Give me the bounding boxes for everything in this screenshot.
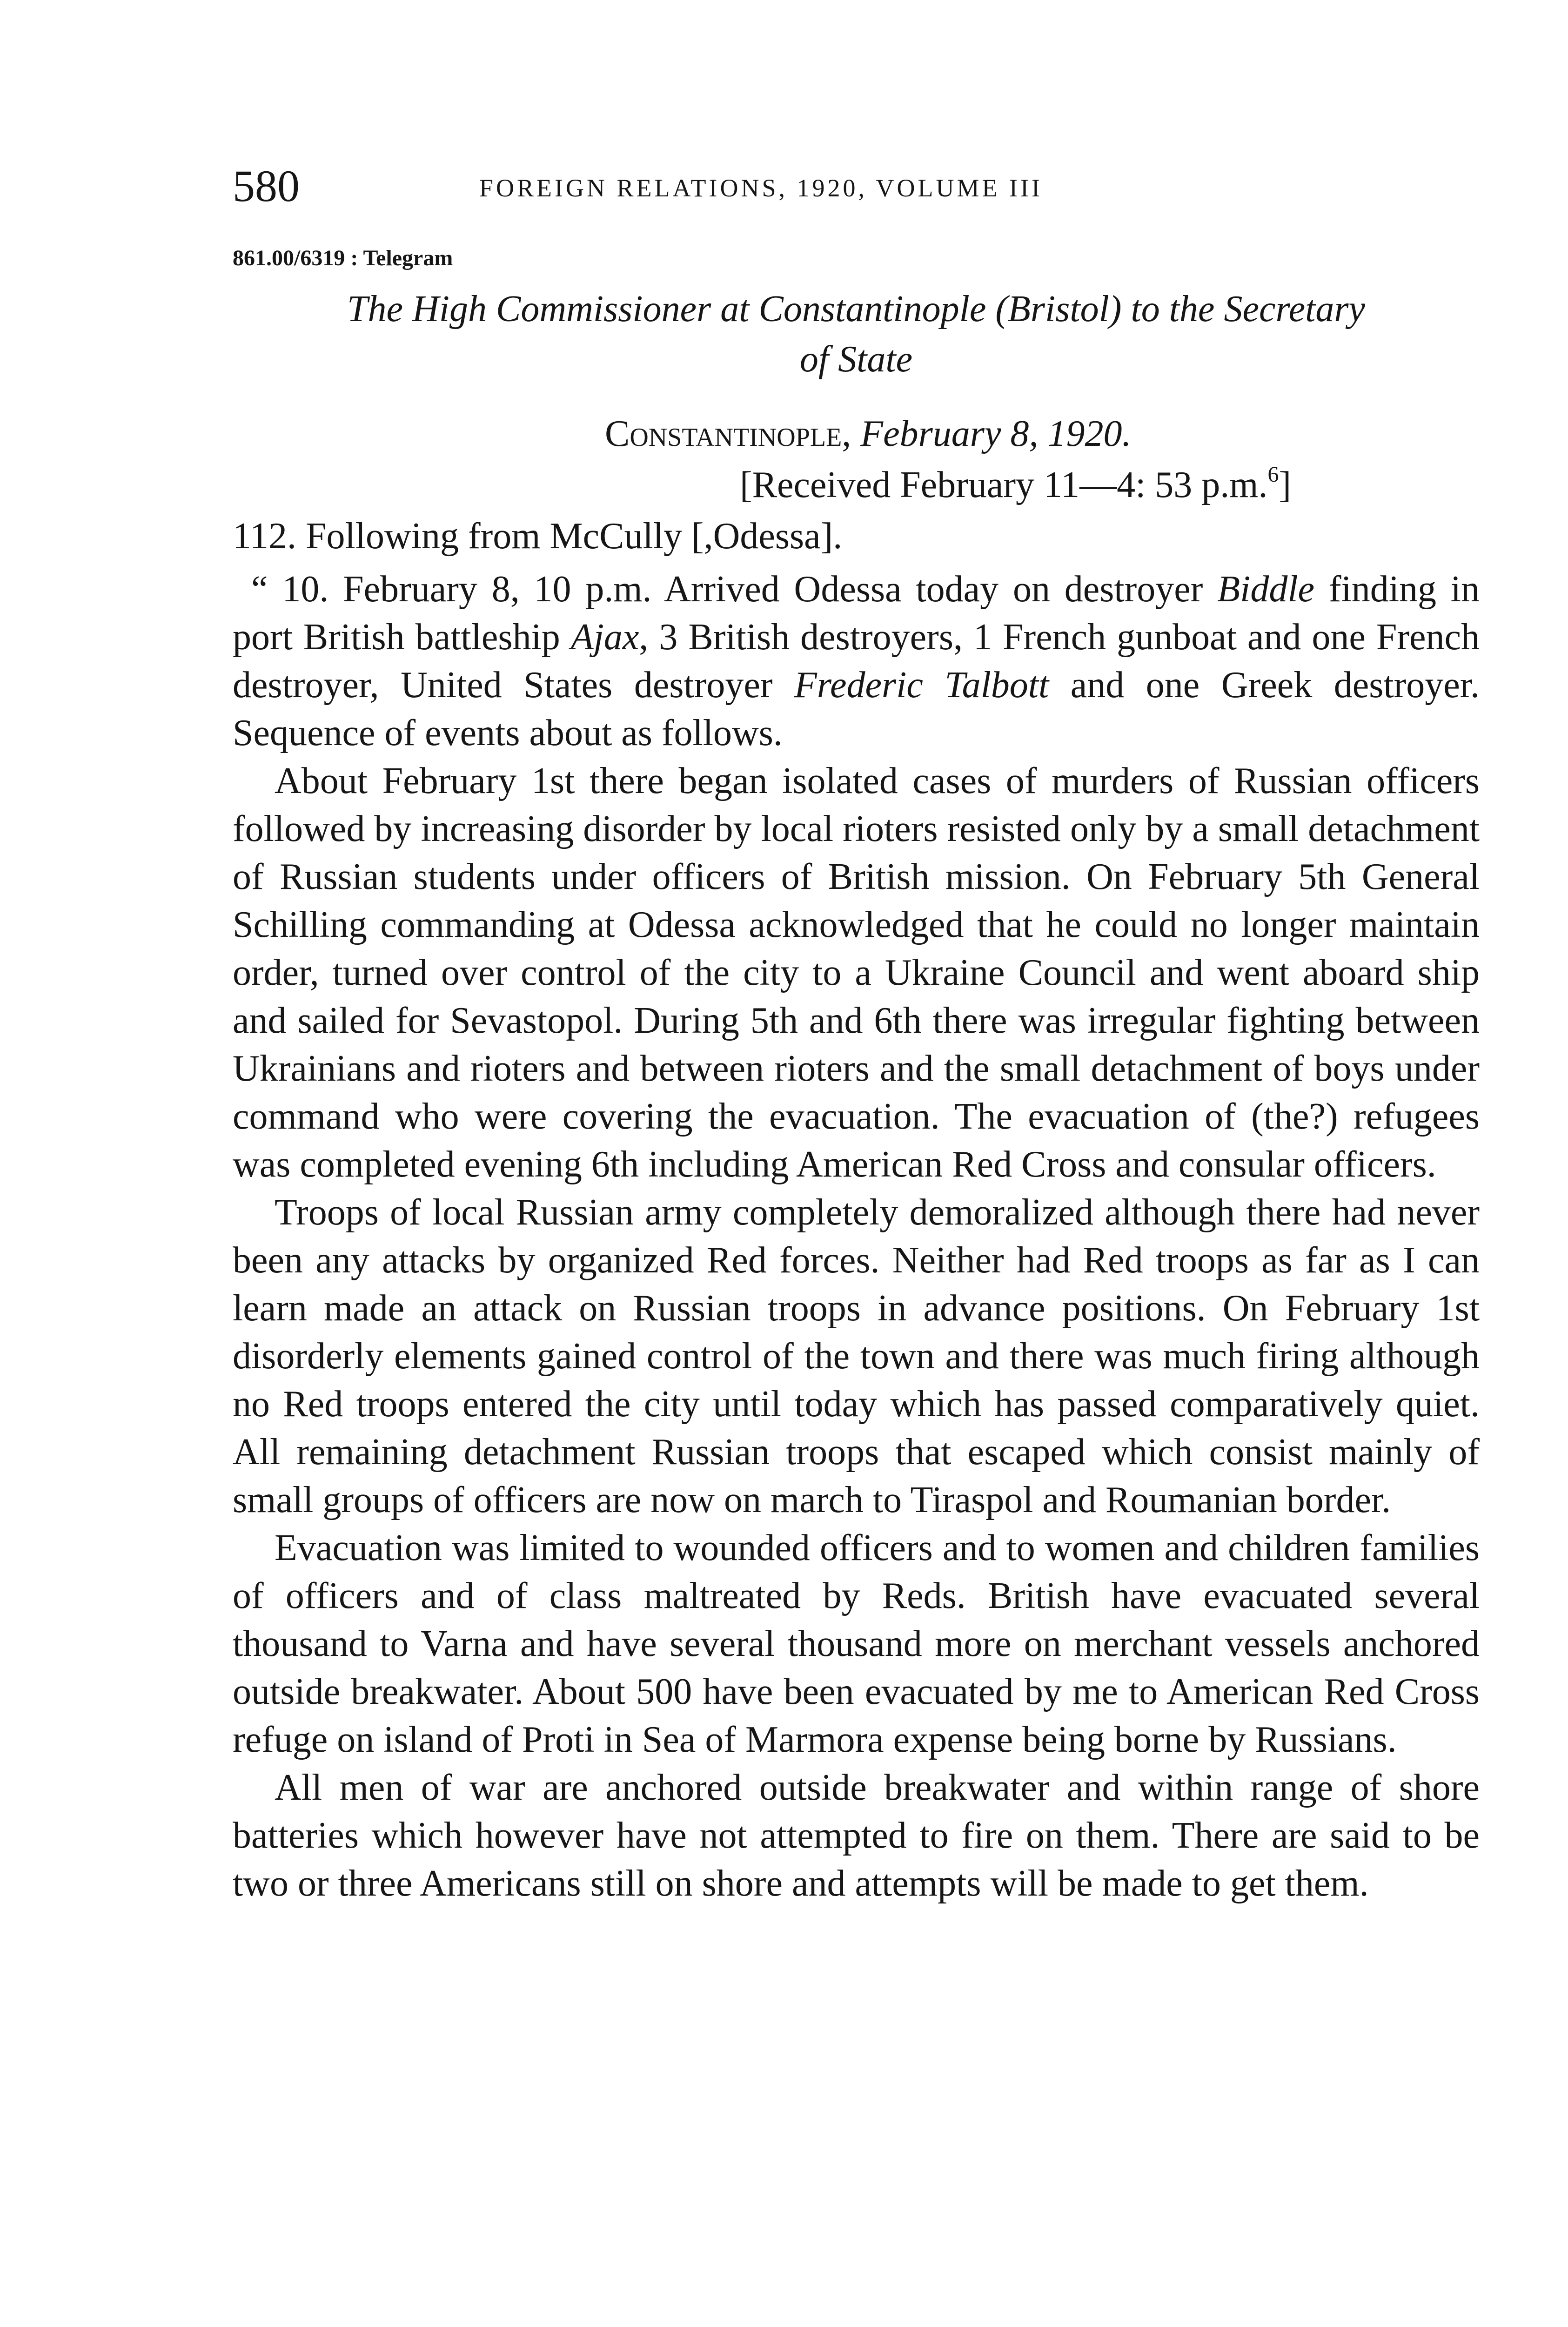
- ship-name-frederic-talbott: Frederic Talbott: [794, 665, 1049, 706]
- paragraph-arrival-text-b: , 3 British destroyers, 1 French gunboat and one French destroyer, United States destroyer: [233, 617, 1480, 706]
- document-title-line-1: The High Commissioner at Constantinople (Bristol) to the Secretary: [347, 289, 1365, 330]
- ship-name-ajax: Ajax: [570, 617, 639, 658]
- document-title-line-2: of State: [799, 339, 913, 380]
- telegram-number-line: 112. Following from McCully [,Odessa].: [233, 516, 843, 557]
- paragraph-arrival-text-a: finding in port British battleship: [233, 569, 1480, 658]
- ship-name-biddle: Biddle: [1217, 569, 1315, 610]
- paragraph-arrival-text-c: and one Greek destroyer. Sequence of events about as follows.: [233, 665, 1480, 753]
- running-head: [233, 158, 1312, 214]
- footnote-reference: 6: [1267, 462, 1279, 487]
- dateline: [605, 410, 1489, 458]
- page-number: 580: [233, 161, 300, 211]
- paragraph-disorder: About February 1st there began isolated cases of murders of Russian officers followed by increasing disorder by local rioters resisted only by a small detachment of Russian students under officers of British mission. On February 5th General Schilling commanding at Odessa acknowledged that he could no longer maintain order, turned over control of the city to a Ukraine Council and went aboard ship and sailed for Sevastopol. During 5th and 6th there was irregular fighting between Ukrainians and rioters and between rioters and the small detachment of boys under command who were covering the evacuation. The evacuation of (the?) refugees was completed evening 6th including American Red Cross and consular officers.: [233, 760, 1480, 1185]
- running-title: FOREIGN RELATIONS, 1920, VOLUME III: [479, 174, 1043, 202]
- dateline-date: February 8, 1920.: [860, 413, 1132, 454]
- document-title: [233, 284, 1480, 384]
- received-line: [740, 461, 1291, 509]
- paragraph-men-of-war: All men of war are anchored outside breakwater and within range of shore batteries which however have not attempted to fire on them. There are said to be two or three Americans still on shore and attempts will be made to get them.: [233, 1767, 1480, 1904]
- received-close: ]: [1279, 464, 1292, 505]
- document-file-id: 861.00/6319 : Telegram: [233, 246, 453, 270]
- paragraph-troops: Troops of local Russian army completely demoralized although there had never been any attacks by organized Red forces. Neither had Red troops as far as I can learn made an attack on Russian troops in advance positions. On February 1st disorderly elements gained control of the town and there was much firing although no Red troops entered the city until today which has passed comparatively quiet. All remaining detachment Russian troops that escaped which consist mainly of small groups of officers are now on march to Tiraspol and Roumanian border.: [233, 1192, 1480, 1520]
- received-text: [Received February 11—4: 53 p.m.: [740, 464, 1268, 505]
- paragraph-arrival: [233, 565, 1480, 757]
- paragraph-evacuation: Evacuation was limited to wounded officers and to women and children families of officers and of class maltreated by Reds. British have evacuated several thousand to Varna and have several thousand more on merchant vessels anchored outside breakwater. About 500 have been evacuated by me to American Red Cross refuge on island of Proti in Sea of Marmora expense being borne by Russians.: [233, 1527, 1480, 1760]
- dateline-place: Constantinople,: [605, 413, 851, 454]
- telegram-body: [233, 565, 1480, 1908]
- paragraph-arrival-opening: “ 10. February 8, 10 p.m. Arrived Odessa today on destroyer: [251, 569, 1203, 610]
